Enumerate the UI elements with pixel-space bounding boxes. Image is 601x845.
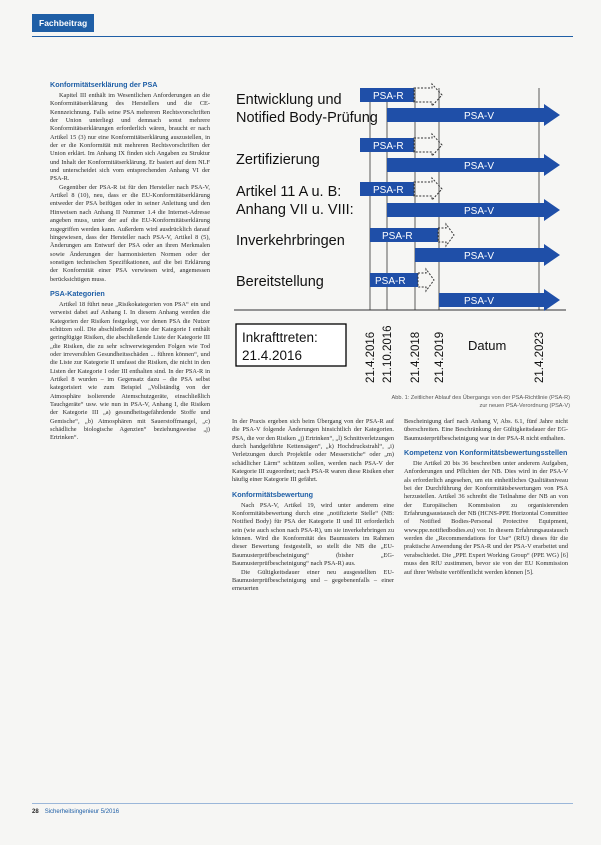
footer (32, 809, 119, 815)
psa-v-label: PSA-V (464, 206, 495, 217)
psa-v-label: PSA-V (464, 251, 495, 262)
footer-rule (32, 803, 573, 804)
row-label: Inverkehrbringen (236, 233, 345, 249)
row-label: Zertifizierung (236, 152, 320, 168)
heading-konformitaetserklaerung: Konformitätserklärung der PSA (50, 80, 158, 89)
date-label: 21.10.2016 (382, 325, 394, 383)
psa-r-label: PSA-R (373, 141, 404, 152)
date-label: 21.4.2018 (410, 331, 422, 383)
paragraph: Die Gültigkeitsdauer einer neu ausgestellten EU-Baumusterprüfbescheinigung und – gegebenenfalls – einer erneuerten (232, 568, 394, 593)
arrow-icon (438, 224, 454, 246)
psa-v-bar (439, 289, 560, 311)
row-label: Bereitstellung (236, 274, 324, 290)
page-number: 28 (32, 809, 39, 815)
paragraph: Gegenüber der PSA-R ist für den Hersteller nach PSA-V, Artikel 8 (10), neu, dass er die EU-Konformitätserklärung entweder der PSA beifügen oder in seiner Anleitung und den Hinweisen nach Anhang II Nummer 1.4 die Internet-Adresse angeben muss, unter der auf die EU-Konformitätserklärung zugegriffen werden kann. Außerdem wird ausdrücklich darauf hingewiesen, dass der Hersteller nach PSA-V, Artikel 8 (5), Änderungen am Entwurf der PSA oder an ihren Merkmalen sowie Änderungen der harmonisierten Normen oder der sonstigen technischen Spezifikationen, auf die bei Erklärung der Konformität einer PSA verwiesen wird, angemessen berücksichtigen muss. (50, 183, 210, 283)
column-1 (50, 80, 210, 443)
row-label: Entwicklung und (236, 92, 342, 108)
row-label: Anhang VII u. VIII: (236, 202, 354, 218)
psa-r-label: PSA-R (382, 231, 413, 242)
paragraph: Artikel 18 führt neue „Risikokategorien von PSA“ ein und verweist dabei auf Anhang I. In diesem Anhang werden die Kategorien der Risiken festgelegt, vor denen PSA die Nutzer schützen soll. Die abschließende Liste der Kategorie I enthält geringfügige Risiken, die abschließende Liste der Kategorie III „die Risiken, die zu sehr schwerwiegenden Folgen wie Tod oder irreversiblen Gesundheitsschäden ... führen können“, und die Liste zur Kategorie II umfasst die Risiken, die nicht in den Listen der Kategorie I oder III enthalten sind. In der PSA-R in Artikel 8 wurden – im Gegensatz dazu – die PSA selbst kategorisiert wie zum Beispiel „Vollständig von der Atmosphäre isolierende Atemschutzgeräte, einschließlich Tauchgeräte“ usw. wie nun in PSA-V, Anhang I, die Risiken der Kategorie III „a) gesundheitsgefährdende Stoffe und Gemische“, „b) Atmosphären mit Sauerstoffmangel, „c) schädliche biologische Agenzien“ beziehungsweise „j) Ertrinken“. (50, 300, 210, 442)
section-tag: Fachbeitrag (32, 14, 94, 32)
date-label: 21.4.2023 (534, 331, 546, 383)
heading-psa-kategorien: PSA-Kategorien (50, 288, 105, 298)
date-label: 21.4.2019 (434, 331, 446, 383)
timeline-diagram (232, 78, 568, 388)
arrow-icon (414, 134, 442, 156)
paragraph: Bescheinigung darf nach Anhang V, Abs. 6.1, fünf Jahre nicht überschreiten. Eine Beschränkung der Gültigkeitsdauer der EG-Baumusterprüfbescheinigung war in der PSA-R nicht enthalten. (404, 418, 568, 442)
column-2 (232, 418, 394, 594)
heading-konformitaetsbewertung: Konformitätsbewertung (232, 489, 314, 499)
arrow-icon (414, 84, 442, 106)
inkrafttreten-label: Inkrafttreten: (242, 330, 318, 345)
arrow-icon (418, 269, 434, 291)
journal-name: Sicherheitsingenieur 5/2016 (44, 809, 120, 815)
paragraph: Nach PSA-V, Artikel 19, wird unter anderem eine Konformitätsbewertung durch eine „notifizierte Stelle“ (NB: Notified Body) für PSA der Kategorie II und III erforderlich sein (wie auch schon nach PSA-R), um sie inverkehrbringen zu können. Wird die Konformität des Baumusters im Rahmen dieser Bewertung festgestellt, so stellt die NB die „EU-Baumusterprüfbescheinigung“ (bisher „EG-Baumusterprüfbescheinigung“ nach PSA-R) aus. (232, 501, 394, 568)
caption-line: Abb. 1: Zeitlicher Ablauf des Übergangs von der PSA-Richtlinie (PSA-R) (391, 395, 570, 401)
caption-line: zur neuen PSA-Verordnung (PSA-V) (479, 403, 570, 409)
psa-r-label: PSA-R (373, 91, 404, 102)
row-label: Artikel 11 A u. B: (236, 184, 342, 200)
heading-kompetenz: Kompetenz von Konformitätsbewertungsstellen (404, 448, 568, 458)
row-label: Notified Body-Prüfung (236, 110, 378, 126)
datum-label: Datum (468, 338, 507, 353)
paragraph: In der Praxis ergeben sich beim Übergang von der PSA-R auf die PSA-V folgende Änderungen hinsichtlich der Kategorien. PSA, die vor den Risiken „j) Ertrinken“, „l) Schnittverletzungen durch handgeführte Kettensägen“, „k) Hochdruckstrahl“, „i) Verletzungen durch Projektile oder Messerstiche“ oder „m) schädlicher Lärm“ schützen sollen, werden nach PSA-V der Kategorie III zugeordnet; nach PSA-R waren diese Risiken eher häufig einer Kategorie III gefährt. (232, 418, 394, 484)
psa-v-label: PSA-V (464, 161, 495, 172)
arrow-icon (414, 178, 442, 200)
timeline-figure (232, 78, 568, 388)
psa-v-label: PSA-V (464, 296, 495, 307)
psa-r-label: PSA-R (375, 276, 406, 287)
date-label: 21.4.2016 (365, 331, 377, 383)
figure-caption (370, 394, 570, 410)
paragraph: Kapitel III enthält im Wesentlichen Anforderungen an die Konformitätserklärung des Herstellers und die CE-Kennzeichnung. Falls seine PSA mehreren Rechtsvorschriften der Union unterliegt und demnach sonst mehrere Konformitätserklärungen erforderlich wären, braucht er nach Artikel 15 (3) nur eine Konformitätserklärung auszustellen, in der er die Konformität mit mehreren Rechtsvorschriften der Union erklärt. Im Anhang IX finden sich Angaben zu Struktur und Inhalt der Konformitätserklärung. Er basiert auf dem NLF und unterscheidet sich vom entsprechenden Anhang VI der PSA-R. (50, 92, 210, 183)
paragraph: Die Artikel 20 bis 36 beschreiben unter anderem Aufgaben, Anforderungen und Pflichten der NB. Dies wird in der PSA-V als erforderlich angesehen, um ein einheitliches Qualitätsniveau bei der Durchführung der Konformitätsbewertungen von PSA herzustellen. Artikel 36 schreibt die Teilnahme der NB an von der Europäischen Kommission zu organisierenden Erfahrungsaustausch der NB (HCNS-PPE Horizontal Committee of Notified Bodies-Personal Protective Equipment, www.ppe.notifiedbodies.eu) vor. In diesem Erfahrungsaustausch werden die „Recommendations for Use“ (RfU) dieses für die praktische Anwendung der PSA-R und der PSA-V erarbeitet und verabschiedet. Die „PPE Expert Working Group“ (PPE WG) [6] muss den RfU zustimmen, bevor sie von der EU Kommission auf ihrer Website veröffentlicht werden können [5]. (404, 460, 568, 576)
inkrafttreten-date: 21.4.2016 (242, 348, 303, 363)
top-rule (32, 36, 573, 37)
psa-v-label: PSA-V (464, 111, 495, 122)
psa-r-label: PSA-R (373, 185, 404, 196)
column-3 (404, 418, 568, 577)
